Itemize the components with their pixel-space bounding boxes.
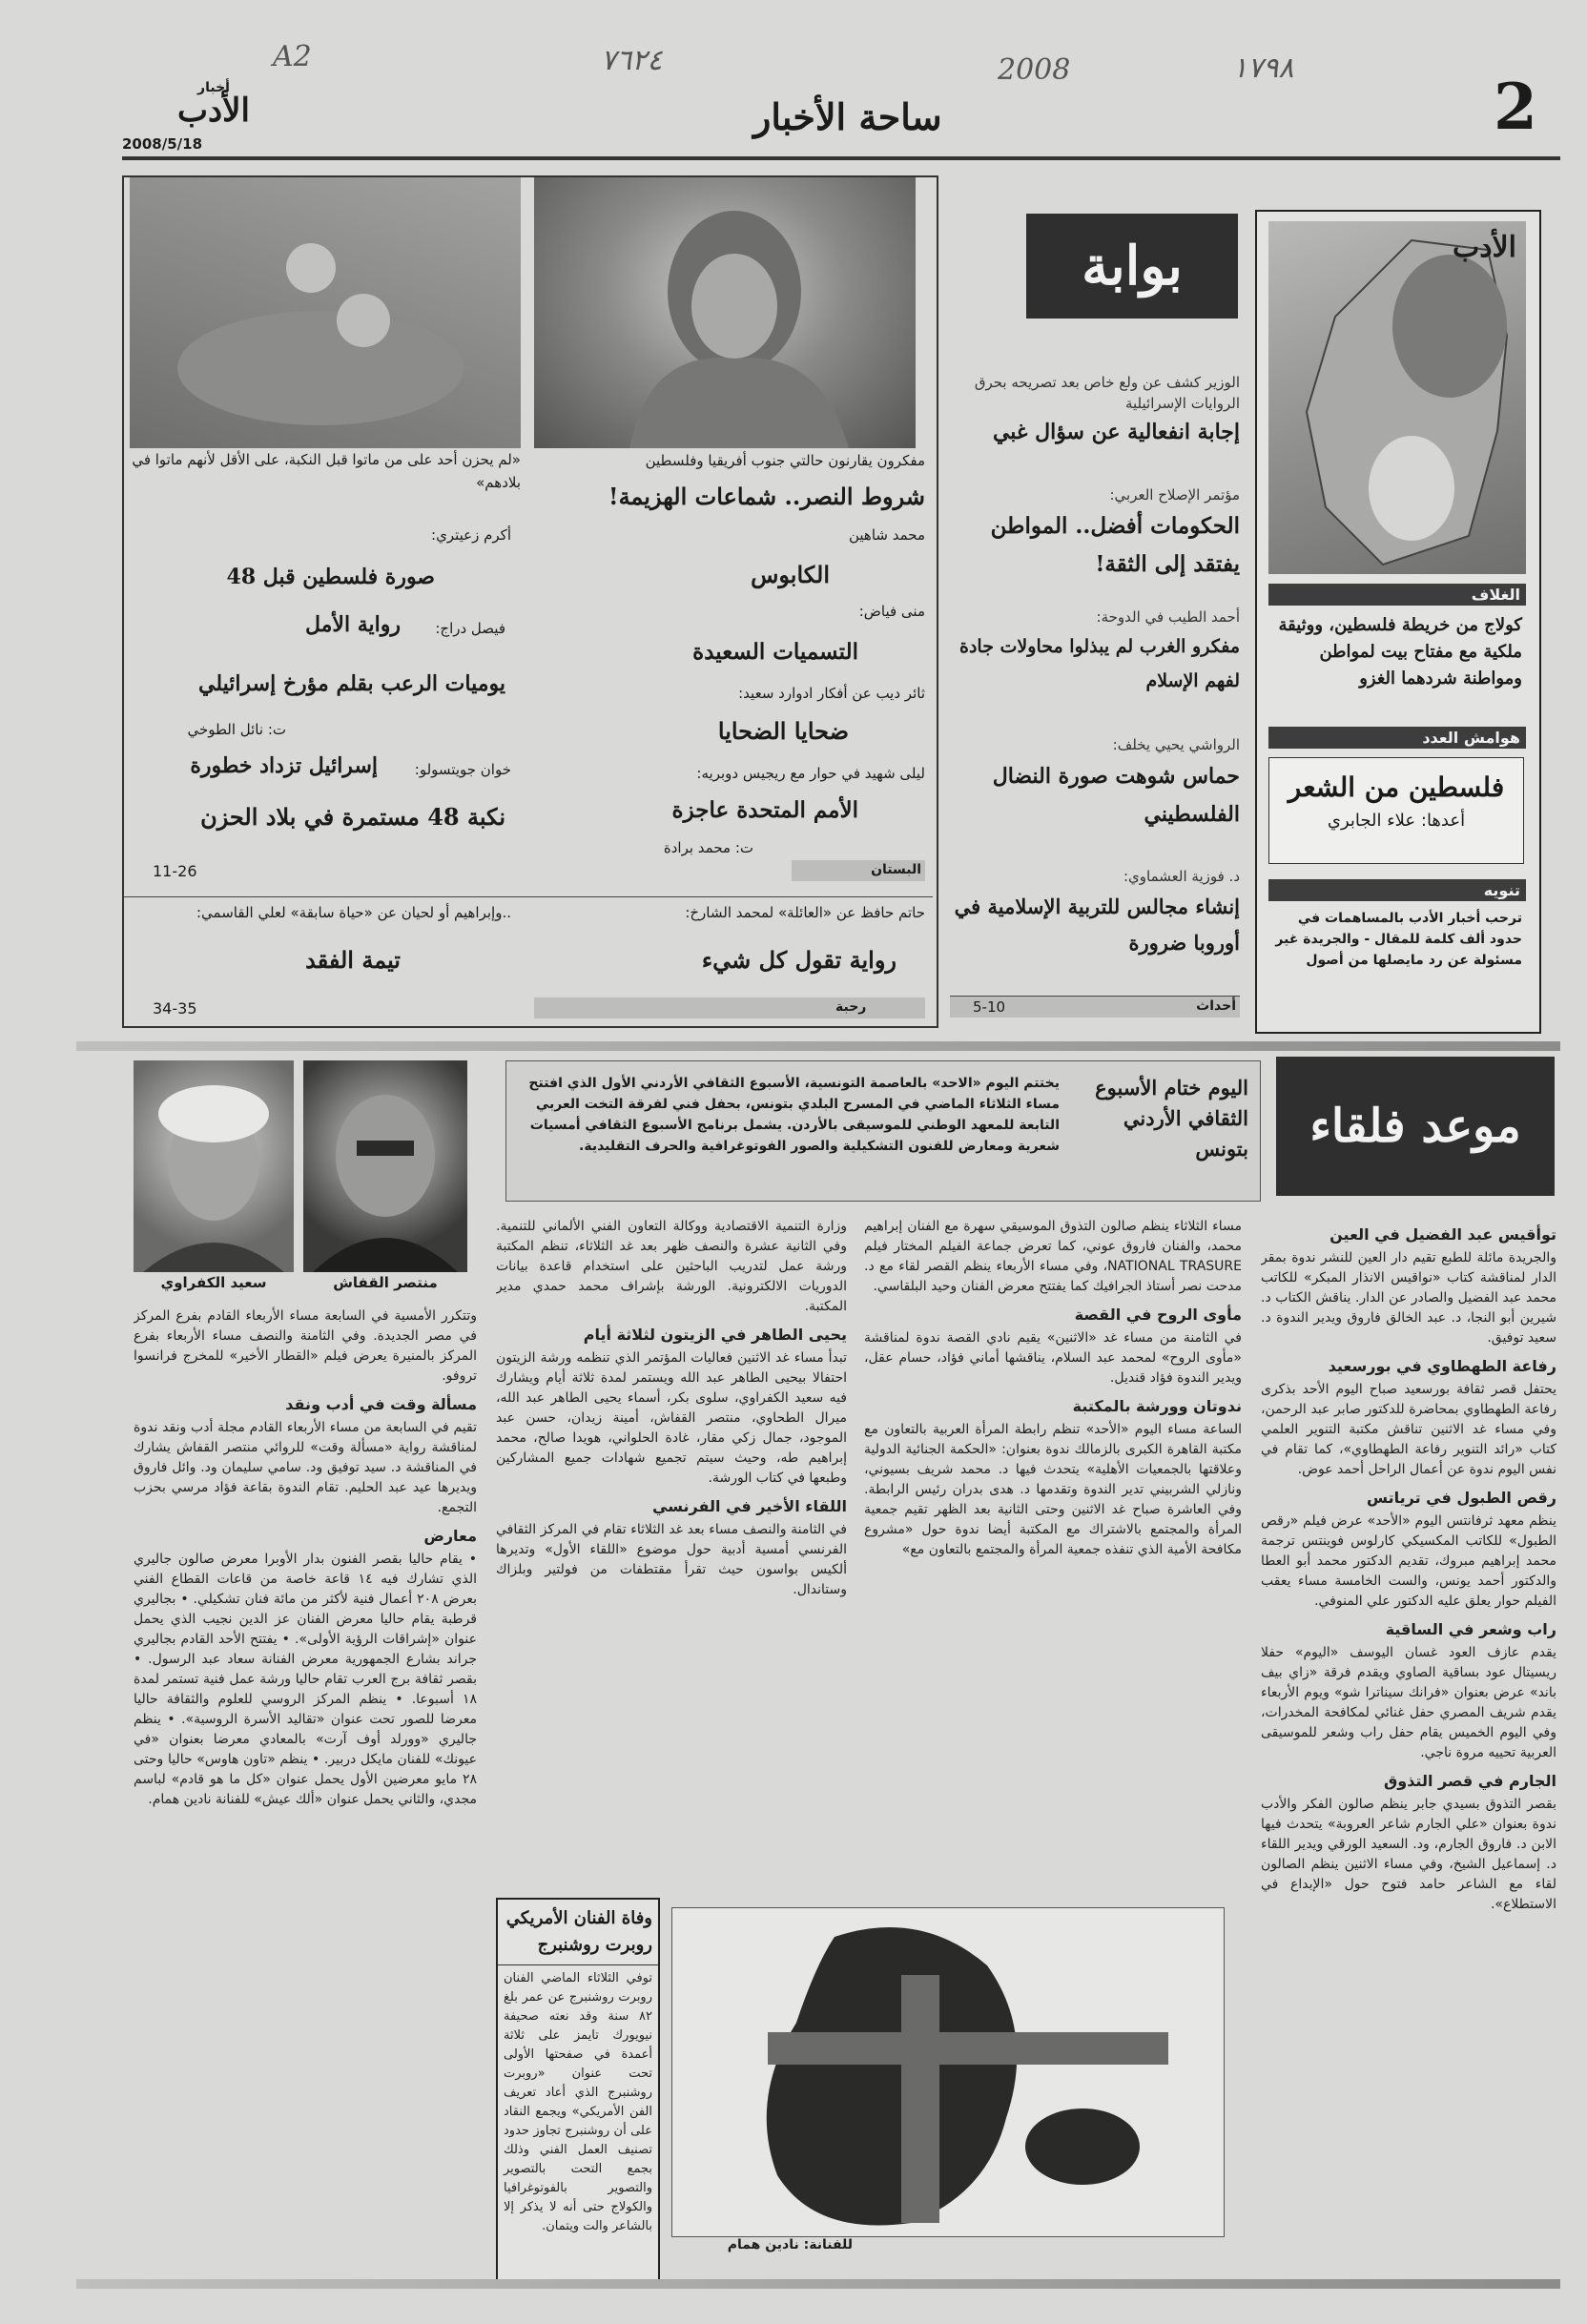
bawaba-item-5	[954, 868, 1240, 961]
header-rule	[122, 156, 1560, 160]
left-author-4: خوان جويتسولو:	[414, 761, 511, 778]
cover-panel	[1255, 210, 1541, 1034]
bawaba-item-3	[954, 608, 1240, 698]
left-author-3: ت: نائل الطوخي	[187, 721, 286, 738]
col1-body-1: والجريدة مائلة للطبع تقيم دار العين للنشر ندوة بمقر الدار لمناقشة كتاب «نواقيس الانذار المبكر» للكاتب محمد عبد الفضيل والصادر عن الدار. يناقش الكتاب د. شيرين أبو النجا، د. عبد الخالق فاروق ويدير الندوة د. سعيد توفيق.	[1261, 1250, 1556, 1346]
obituary-text: توفي الثلاثاء الماضي الفنان روبرت روشنبرج عن عمر بلغ ٨٢ سنة وقد نعته صحيفة نيويورك تايمز على ثلاثة أعمدة في صفحتها الأولى تحت عنوان «روبرت روشنبرج الذي أعاد تعريف الفن الأمريكي» ويجمع النقاد على أن روشنبرج تجاوز حدود تصنيف العمل الفني وذلك بجمع التحت بالتصوير والتصوير بالفوتوغرافيا والكولاج حتى أنه لا يذكر إلا بالشاعر والت ويتمان.	[504, 1971, 652, 2233]
col1-title-4: راب وشعر في الساقية	[1385, 1620, 1556, 1638]
portrait-1-name: منتصر القفاش	[333, 1274, 438, 1291]
bawaba-pages: 5-10	[973, 998, 1006, 1016]
col1-body-2: يحتفل قصر ثقافة بورسعيد صباح اليوم الأحد بذكرى رفاعة الطهطاوي بمحاضرة للدكتور صابر عبد الرحمن، وفي مساء غد الاثنين تناقش مكتبة التنوير العلمي كتاب «رائد التنوير رفاعة الطهطاوي»، كما تقام في نفس اليوم ندوة عن أعمال الراحل أحمد عوض.	[1261, 1382, 1556, 1477]
handwritten-mark-a: A2	[273, 40, 312, 73]
col3-body-3: في الثامنة والنصف مساء بعد غد الثلاثاء تقام في المركز الثقافي الفرنسي أمسية أدبية حول موضوع «اللقاء الأول» وتديرها ألكيس بواسون حيث تقرأ مقتطفات من فولتير وبلزاك وستاندال.	[496, 1522, 847, 1597]
mid-bottom-kicker: حاتم حافظ عن «العائلة» لمحمد الشارخ:	[685, 904, 925, 921]
col2-body-1: مساء الثلاثاء ينظم صالون التذوق الموسيقي سهرة مع الفنان إبراهيم محمد، والفنان فاروق عوني، كما تعرض جماعة الفيلم المختار فيلم NATIONAL TRASURE، وفي مساء الأربعاء ينظم القصر لقاء مع د. مدحت نصر أستاذ الجرافيك كما يفتتح معرض الفنان وحيد البلقاسي.	[864, 1219, 1242, 1294]
handwritten-mark-b: ٧٦٢٤	[601, 44, 663, 77]
portrait-2-name: سعيد الكفراوي	[160, 1274, 267, 1291]
col3-title-3: اللقاء الأخير في الفرنسي	[652, 1497, 847, 1515]
bawaba-headline-2: الحكومات أفضل.. المواطن يفتقد إلى الثقة!	[990, 513, 1240, 577]
left-author-2: فيصل دراج:	[435, 620, 505, 637]
left-headline-4: إسرائيل تزداد خطورة	[190, 753, 378, 778]
portrait-1-face	[303, 1060, 467, 1272]
section-stripe	[76, 1041, 1560, 1051]
page-number: 2	[1494, 70, 1537, 144]
col1-body-3: ينظم معهد ثرفانتس اليوم «الأحد» عرض فيلم «رقص الطبول» للكاتب المكسيكي كارلوس فوينتس ترجمة محمد إبراهيم مبروك، تقديم الدكتور محمد أبو العطا والدكتور أحمد يونس، والست الخامسة مساء يعقب الفيلم حوار يعلق عليه الدكتور علي المنوفي.	[1261, 1513, 1556, 1609]
ghilaf-text: كولاج من خريطة فلسطين، ووثيقة ملكية مع مفتاح بيت لمواطن ومواطنة شردهما الغزو	[1278, 615, 1522, 689]
mawid-lead-title: اليوم ختام الأسبوع الثقافي الأردني بتونس	[1095, 1076, 1248, 1161]
obituary-box	[496, 1898, 660, 2283]
handwritten-mark-c: 2008	[998, 53, 1071, 87]
col1-title-3: رقص الطبول في ترياتس	[1366, 1489, 1556, 1507]
col1-body-4: يقدم عازف العود غسان اليوسف «اليوم» حفلا ريسيتال عود بساقية الصاوي ويقدم فرقة «زاي بيف باند» عرض بعنوان «فرانك سيناترا شو» ويوم الأربعاء يقدم شريف المصري حفل غنائي لمكافحة المخدرات، وفي اليوم الخميس يقام حفل راب وشعر للموسيقى العربية تحييه مروة ناجي.	[1261, 1645, 1556, 1760]
bawaba-title: بوابة	[1082, 235, 1183, 298]
left-headline-5: نكبة 48 مستمرة في بلاد الحزن	[200, 803, 505, 831]
cover-collage-image	[1268, 221, 1526, 574]
bawaba-headline-3: مفكرو الغرب لم يبذلوا محاولات جادة لفهم الإسلام	[958, 636, 1240, 691]
hawamish-box	[1268, 757, 1524, 864]
news-column-4	[134, 1306, 477, 2273]
logo-main: الأدب	[177, 92, 250, 130]
logo-small: أخبار	[197, 80, 230, 95]
artwork-image	[671, 1907, 1225, 2237]
mid-section-label: البستان	[871, 862, 921, 877]
mawid-title-box	[1276, 1057, 1555, 1196]
col4-title-3: معارض	[423, 1527, 477, 1545]
mid-photo-caption: مفكرون يقارنون حالتي جنوب أفريقيا وفلسطين	[645, 452, 925, 469]
cover-logo: الأدب	[1452, 231, 1516, 264]
news-column-3	[496, 1217, 847, 1884]
col2-body-3: الساعة مساء اليوم «الأحد» تنظم رابطة المرأة العربية بالتعاون مع مكتبة القاهرة الكبرى بالزمالك ندوة بعنوان: «الحكمة الجنائية الدولية وعلاقتها بالجمعيات الأهلية» يتحدث فيها د. محمد شريف بسيوني، ونازلي الشربيني تدير الندوة وتقدمها د. هدى بدران رئيس الرابطة. وفي العاشرة صباح غد الاثنين وحتى الثانية بعد الظهر تقيم جمعية المرأة والمجتمع بالاشتراك مع المكتبة أيضا ندوة حول «مشروع مكافحة الأمية الذي تنفذه جمعية المرأة والمجتمع بالتعاون مع»	[864, 1422, 1242, 1557]
left-bottom-headline: تيمة الفقد	[305, 946, 401, 974]
bawaba-title-box	[1026, 214, 1238, 319]
col3-body-2: تبدأ مساء غد الاثنين فعاليات المؤتمر الذي تنظمه ورشة الزيتون احتفالا بيحيى الطاهر عبد الله ويستمر لمدة ثلاثة أيام ويشارك فيه سعيد الكفراوي، سلوى بكر، أسماء يحيى الطاهر عبد الله، ميرال الطحاوي، منتصر القفاش، أمينة زيدان، حسن عبد الموجود، جمال زكي مقار، غادة الحلواني، هويدا صالح، محمد إبراهيم طه، وحيث سيتم تجميع شهادات جميع المشاركين وطبعها في كتاب الورشة.	[496, 1350, 847, 1486]
left-headline-1: صورة فلسطين قبل 48	[226, 565, 435, 589]
col2-title-2: مأوى الروح في القصة	[1074, 1306, 1242, 1324]
bawaba-kicker-5: د. فوزية العشماوي:	[1123, 868, 1240, 885]
col4-body-1: وتتكرر الأمسية في السابعة مساء الأربعاء القادم بفرع المركز في مصر الجديدة. وفي الثامنة والنصف مساء الأربعاء بفرع المركز بالمنيرة يعرض فيلم «القطار الأخير» للمخرج فرانسوا تروفو.	[134, 1308, 477, 1384]
mid-author-4: ليلى شهيد في حوار مع ريجيس دوبريه:	[696, 765, 925, 782]
children-photo	[130, 177, 521, 448]
bawaba-item-4	[954, 736, 1240, 833]
portrait-2-face	[134, 1060, 294, 1272]
mid-headline-2: الكابوس	[751, 561, 830, 588]
col1-title-1: توأقيس عبد الفضيل في العين	[1329, 1225, 1556, 1244]
handwritten-mark-d: ١٧٩٨	[1232, 51, 1294, 85]
left-bottom-kicker: ..وإبراهيم أو لحيان عن «حياة سابقة» لعلي القاسمي:	[196, 904, 511, 921]
mid-author-5: ت: محمد برادة	[663, 839, 753, 856]
col4-body-2: تقيم في السابعة من مساء الأربعاء القادم مجلة أدب ونقد ندوة لمناقشة رواية «مسألة وقت» للروائي منتصر القفاش يشارك في المناقشة د. سيد توفيق ود. سامي سليمان ود. وائل فاروق ويديرها عيد عبد الحليم. تقام الندوة بقاعة فؤاد مرسي بحزب التجمع.	[134, 1420, 477, 1515]
artwork-figure-illustration	[672, 1908, 1224, 2236]
tanweeh-label: تنويه	[1268, 879, 1526, 901]
news-column-1	[1261, 1217, 1556, 2275]
col2-body-2: في الثامنة من مساء غد «الاثنين» يقيم نادي القصة ندوة لمناقشة «مأوى الروح» لمحمد عبد السلام، يناقشها أماني فؤاد، حسام عقل، ويدير الندوة فؤاد قنديل.	[864, 1330, 1242, 1386]
col4-body-3: • يقام حاليا بقصر الفنون بدار الأوبرا معرض صالون جاليري الذي تشارك فيه ١٤ قاعة خاصة من قاعات القطاع الفني بعرض ٢٠٨ أعمال فنية لأكثر من مائة فنان تشكيلي. • بجاليري قرطبة يقام حاليا معرض الفنان عز الدين نجيب الذي يحمل عنوان «إشراقات الرؤية الأولى». • يفتتح الأحد القادم بجاليري جراند بشارع الجمهورية معرض الفنانة سعاد عبد الرسول. • بقصر ثقافة برج العرب تقام حاليا ورشة عمل فنية تستمر لمدة ١٨ أسبوعا. • ينظم المركز الروسي للعلوم والثقافة حاليا معرضا للصور تحت عنوان «تقاليد الأسرة الروسية». • ينظم جاليري «وورلد أوف آرت» بالمعادي معرضا بعنوان «في عيونك» للفنان مايكل دربير. • ينظم «تاون هاوس» حاليا وحتى ٢٨ مايو معرضين الأول يحمل عنوان «كل ما هو قادم» لباسم مجدي، والثاني يحمل عنوان «ألك عيش» للفنانة نادين همام.	[134, 1552, 477, 1807]
mawid-title: موعد فلقاء	[1309, 1100, 1521, 1153]
hawamish-title: فلسطين من الشعر	[1288, 771, 1505, 803]
hawamish-author: أعدها: علاء الجابري	[1327, 811, 1466, 831]
mid-author-3: ثائر ديب عن أفكار ادوارد سعيد:	[738, 685, 925, 702]
refugee-woman-photo	[534, 177, 916, 448]
mawid-lead-text: يختتم اليوم «الاحد» بالعاصمة التونسية، الأسبوع الثقافي الأردني الأول الذي افتتح مساء الثلاثاء الماضي في المسرح البلدي بتونس، بحفل فني لفرقة التخت العربي التابعة للمعهد الوطني للموسيقى بالأردن. يشمل برنامج الأسبوع الثقافي أمسيات شعرية ومعارض للفنون التشكيلية والصور الفوتوغرافية والحرف التقليدية.	[528, 1076, 1060, 1154]
col2-title-3: ندوتان وورشة بالمكتبة	[1072, 1397, 1242, 1415]
col1-body-5: بقصر التذوق بسيدي جابر ينظم صالون الفكر والأدب ندوة بعنوان «علي الجارم شاعر العروبة» يتحدث فيها الابن د. فاروق الجارم، ود. السعيد الورقي ويدير اللقاء د. إسماعيل الشيخ، وفي مساء الاثنين ينظم الصالون لقاء مع الشاعر حامد فتوح حول «الإبداع في الاستطلاع».	[1261, 1797, 1556, 1912]
bawaba-item-1	[954, 372, 1240, 444]
left-pages-2: 34-35	[153, 999, 197, 1018]
mid-headline-3: التسميات السعيدة	[692, 639, 858, 665]
bawaba-kicker-4: الرواشي يحيي يخلف:	[1112, 736, 1240, 753]
mid-headline-1: شروط النصر.. شماعات الهزيمة!	[608, 483, 925, 510]
mid-headline-4: ضحايا الضحايا	[717, 717, 849, 745]
sleeping-children-illustration	[130, 177, 521, 448]
mid-bottom-headline: رواية تقول كل شيء	[701, 946, 897, 974]
mid-bottom-label: رحبة	[835, 999, 867, 1015]
section-title: ساحة الأخبار	[753, 95, 942, 138]
mawid-lead-box	[505, 1060, 1261, 1202]
bawaba-section-label: أحداث	[1196, 998, 1236, 1014]
col1-title-2: رفاعة الطهطاوي في بورسعيد	[1328, 1357, 1556, 1375]
col3-body-1: وزارة التنمية الاقتصادية ووكالة التعاون الفني الألماني للتنمية. وفي الثانية عشرة والنصف ظهر بعد غد الثلاثاء، تنظم المكتبة ورشة عمل لتدريب الباحثين على استخدام قاعدة بيانات الدوريات الالكترونية. الورشة بإشراف محمد حمدي مدير المكتبة.	[496, 1219, 847, 1314]
mid-bottom-bar	[534, 997, 925, 1018]
portrait-2-photo	[134, 1060, 294, 1272]
refugee-woman-silhouette	[534, 177, 916, 448]
col3-title-2: يحيى الطاهر في الزيتون لثلاثة أيام	[583, 1326, 847, 1344]
bottom-stripe	[76, 2279, 1560, 2289]
bawaba-item-2	[954, 486, 1240, 584]
col4-title-2: مسألة وقت في أدب ونقد	[285, 1395, 477, 1413]
portrait-1-photo	[303, 1060, 467, 1272]
mid-section-bar	[792, 860, 925, 881]
bawaba-headline-4: حماس شوهت صورة النضال الفلسطيني	[992, 764, 1240, 827]
issue-date: 2008/5/18	[122, 135, 203, 153]
left-quote-author: أكرم زعيتري:	[431, 526, 511, 544]
artwork-caption: للفنانة: نادين همام	[727, 2237, 853, 2252]
col1-title-5: الجارم في قصر التذوق	[1383, 1772, 1556, 1790]
left-pages-1: 11-26	[153, 862, 197, 880]
mid-headline-5: الأمم المتحدة عاجزة	[671, 797, 858, 823]
bawaba-footer	[950, 996, 1240, 1018]
left-headline-2: رواية الأمل	[304, 612, 401, 637]
bawaba-headline-5: إنشاء مجالس للتربية الإسلامية في أوروبا ضرورة	[954, 895, 1240, 955]
bawaba-kicker-3: أحمد الطيب في الدوحة:	[1096, 608, 1240, 626]
obituary-title: وفاة الفنان الأمريكي روبرت روشنبرج	[498, 1900, 658, 1965]
bawaba-headline-1: إجابة انفعالية عن سؤال غبي	[992, 420, 1240, 444]
bawaba-kicker-1: الوزير كشف عن ولع خاص بعد تصريحه بحرق الروايات الإسرائيلية	[974, 374, 1240, 412]
ghilaf-label: الغلاف	[1268, 584, 1526, 606]
tanweeh-text: ترحب أخبار الأدب بالمساهمات في حدود ألف كلمة للمقال - والجريدة غير مسئولة عن رد مايصلها من أصول	[1275, 911, 1522, 968]
mid-author-1: محمد شاهين	[848, 526, 925, 544]
contents-divider	[124, 896, 933, 897]
bawaba-kicker-2: مؤتمر الإصلاح العربي:	[1109, 486, 1240, 504]
news-column-2	[864, 1217, 1242, 1980]
palestine-map-collage	[1268, 221, 1526, 574]
left-quote: «لم يحزن أحد على من ماتوا قبل النكبة، على الأقل لأنهم ماتوا في بلادهم»	[132, 451, 521, 491]
hawamish-label: هوامش العدد	[1268, 727, 1526, 749]
masthead-logo	[168, 80, 259, 130]
mid-author-2: منى فياض:	[858, 603, 925, 620]
left-headline-3: يوميات الرعب بقلم مؤرخ إسرائيلي	[198, 671, 505, 696]
